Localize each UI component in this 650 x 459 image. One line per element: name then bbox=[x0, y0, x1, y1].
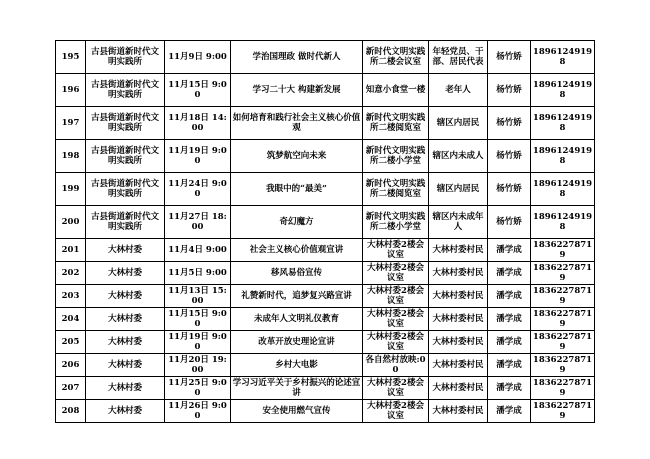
phone-number-cell: 18362278719 bbox=[531, 262, 595, 285]
row-number: 199 bbox=[56, 173, 86, 206]
row-number: 196 bbox=[56, 74, 86, 107]
date-time-cell: 11月9日 9:00 bbox=[165, 41, 231, 74]
venue-cell: 大林村委2楼会议室 bbox=[363, 377, 429, 400]
table-row bbox=[56, 74, 595, 107]
organizer-cell: 大林村委 bbox=[86, 354, 165, 377]
contact-person-cell: 杨竹娇 bbox=[488, 173, 531, 206]
contact-person-cell: 潘学成 bbox=[488, 377, 531, 400]
table-row bbox=[56, 377, 595, 400]
date-time-cell: 11月26日 9:00 bbox=[165, 400, 231, 423]
audience-cell: 辖区内未成年人 bbox=[429, 206, 488, 239]
activity-title-cell: 社会主义核心价值观宣讲 bbox=[231, 239, 363, 262]
table-row bbox=[56, 331, 595, 354]
row-number: 198 bbox=[56, 140, 86, 173]
row-number: 197 bbox=[56, 107, 86, 140]
table-row bbox=[56, 285, 595, 308]
contact-person-cell: 杨竹娇 bbox=[488, 140, 531, 173]
phone-number-cell: 18961249198 bbox=[531, 140, 595, 173]
activity-title-cell: 筑梦航空向未来 bbox=[231, 140, 363, 173]
audience-cell: 年轻党员、干部、居民代表 bbox=[429, 41, 488, 74]
date-time-cell: 11月20日 19:00 bbox=[165, 354, 231, 377]
organizer-cell: 大林村委 bbox=[86, 331, 165, 354]
activity-title-cell: 未成年人文明礼仪教育 bbox=[231, 308, 363, 331]
activity-schedule-table bbox=[55, 40, 595, 423]
phone-number-cell: 18362278719 bbox=[531, 400, 595, 423]
contact-person-cell: 潘学成 bbox=[488, 239, 531, 262]
organizer-cell: 古县街道新时代文明实践所 bbox=[86, 173, 165, 206]
date-time-cell: 11月24日 9:00 bbox=[165, 173, 231, 206]
venue-cell: 知意小食堂一楼 bbox=[363, 74, 429, 107]
date-time-cell: 11月19日 9:00 bbox=[165, 331, 231, 354]
phone-number-cell: 18362278719 bbox=[531, 354, 595, 377]
row-number: 195 bbox=[56, 41, 86, 74]
organizer-cell: 古县街道新时代文明实践所 bbox=[86, 206, 165, 239]
organizer-cell: 大林村委 bbox=[86, 285, 165, 308]
contact-person-cell: 潘学成 bbox=[488, 262, 531, 285]
organizer-cell: 大林村委 bbox=[86, 262, 165, 285]
venue-cell: 大林村委2楼会议室 bbox=[363, 400, 429, 423]
audience-cell: 老年人 bbox=[429, 74, 488, 107]
activity-title-cell: 奇幻魔方 bbox=[231, 206, 363, 239]
row-number: 203 bbox=[56, 285, 86, 308]
date-time-cell: 11月15日 9:00 bbox=[165, 308, 231, 331]
contact-person-cell: 潘学成 bbox=[488, 285, 531, 308]
date-time-cell: 11月5日 9:00 bbox=[165, 262, 231, 285]
phone-number-cell: 18362278719 bbox=[531, 377, 595, 400]
activity-title-cell: 学治国理政 做时代新人 bbox=[231, 41, 363, 74]
audience-cell: 大林村委村民 bbox=[429, 239, 488, 262]
row-number: 207 bbox=[56, 377, 86, 400]
audience-cell: 大林村委村民 bbox=[429, 331, 488, 354]
venue-cell: 大林村委2楼会议室 bbox=[363, 239, 429, 262]
audience-cell: 辖区内居民 bbox=[429, 173, 488, 206]
audience-cell: 辖区内居民 bbox=[429, 107, 488, 140]
activity-title-cell: 学习习近平关于乡村振兴的论述宣讲 bbox=[231, 377, 363, 400]
date-time-cell: 11月25日 9:00 bbox=[165, 377, 231, 400]
audience-cell: 大林村委村民 bbox=[429, 308, 488, 331]
table-row bbox=[56, 206, 595, 239]
date-time-cell: 11月27日 18:00 bbox=[165, 206, 231, 239]
venue-cell: 新时代文明实践所二楼小学堂 bbox=[363, 140, 429, 173]
contact-person-cell: 杨竹娇 bbox=[488, 41, 531, 74]
date-time-cell: 11月19日 9:00 bbox=[165, 140, 231, 173]
date-time-cell: 11月18日 14:00 bbox=[165, 107, 231, 140]
table-row bbox=[56, 262, 595, 285]
date-time-cell: 11月4日 9:00 bbox=[165, 239, 231, 262]
phone-number-cell: 18961249198 bbox=[531, 41, 595, 74]
venue-cell: 大林村委2楼会议室 bbox=[363, 285, 429, 308]
row-number: 208 bbox=[56, 400, 86, 423]
audience-cell: 大林村委村民 bbox=[429, 262, 488, 285]
phone-number-cell: 18362278719 bbox=[531, 331, 595, 354]
date-time-cell: 11月13日 15:00 bbox=[165, 285, 231, 308]
row-number: 200 bbox=[56, 206, 86, 239]
date-time-cell: 11月15日 9:00 bbox=[165, 74, 231, 107]
phone-number-cell: 18961249198 bbox=[531, 107, 595, 140]
audience-cell: 大林村委村民 bbox=[429, 285, 488, 308]
activity-title-cell: 乡村大电影 bbox=[231, 354, 363, 377]
table-row bbox=[56, 41, 595, 74]
row-number: 206 bbox=[56, 354, 86, 377]
phone-number-cell: 18961249198 bbox=[531, 206, 595, 239]
phone-number-cell: 18362278719 bbox=[531, 285, 595, 308]
venue-cell: 各自然村放映:00 bbox=[363, 354, 429, 377]
activity-title-cell: 学习二十大 构建新发展 bbox=[231, 74, 363, 107]
row-number: 201 bbox=[56, 239, 86, 262]
organizer-cell: 古县街道新时代文明实践所 bbox=[86, 74, 165, 107]
organizer-cell: 大林村委 bbox=[86, 400, 165, 423]
activity-title-cell: 改革开放史理论宣讲 bbox=[231, 331, 363, 354]
contact-person-cell: 潘学成 bbox=[488, 354, 531, 377]
contact-person-cell: 潘学成 bbox=[488, 400, 531, 423]
venue-cell: 新时代文明实践所二楼会议室 bbox=[363, 41, 429, 74]
venue-cell: 新时代文明实践所二楼小学堂 bbox=[363, 206, 429, 239]
organizer-cell: 古县街道新时代文明实践所 bbox=[86, 41, 165, 74]
phone-number-cell: 18362278719 bbox=[531, 308, 595, 331]
row-number: 204 bbox=[56, 308, 86, 331]
venue-cell: 新时代文明实践所二楼阅览室 bbox=[363, 107, 429, 140]
venue-cell: 大林村委2楼会议室 bbox=[363, 331, 429, 354]
audience-cell: 辖区内未成人 bbox=[429, 140, 488, 173]
activity-title-cell: 我眼中的“最美” bbox=[231, 173, 363, 206]
phone-number-cell: 18362278719 bbox=[531, 239, 595, 262]
venue-cell: 大林村委2楼会议室 bbox=[363, 262, 429, 285]
organizer-cell: 大林村委 bbox=[86, 239, 165, 262]
audience-cell: 大林村委村民 bbox=[429, 354, 488, 377]
contact-person-cell: 潘学成 bbox=[488, 331, 531, 354]
organizer-cell: 古县街道新时代文明实践所 bbox=[86, 140, 165, 173]
table-row bbox=[56, 354, 595, 377]
audience-cell: 大林村委村民 bbox=[429, 377, 488, 400]
table-row bbox=[56, 173, 595, 206]
contact-person-cell: 杨竹娇 bbox=[488, 206, 531, 239]
contact-person-cell: 杨竹娇 bbox=[488, 74, 531, 107]
table-row bbox=[56, 239, 595, 262]
table-row bbox=[56, 140, 595, 173]
contact-person-cell: 杨竹娇 bbox=[488, 107, 531, 140]
table-row bbox=[56, 400, 595, 423]
organizer-cell: 大林村委 bbox=[86, 308, 165, 331]
phone-number-cell: 18961249198 bbox=[531, 173, 595, 206]
row-number: 205 bbox=[56, 331, 86, 354]
venue-cell: 新时代文明实践所二楼阅览室 bbox=[363, 173, 429, 206]
row-number: 202 bbox=[56, 262, 86, 285]
table-row bbox=[56, 308, 595, 331]
table-row bbox=[56, 107, 595, 140]
activity-title-cell: 移风易俗宣传 bbox=[231, 262, 363, 285]
venue-cell: 大林村委2楼会议室 bbox=[363, 308, 429, 331]
activity-title-cell: 安全使用燃气宣传 bbox=[231, 400, 363, 423]
activity-title-cell: 如何培育和践行社会主义核心价值观 bbox=[231, 107, 363, 140]
organizer-cell: 古县街道新时代文明实践所 bbox=[86, 107, 165, 140]
activity-title-cell: 礼赞新时代，追梦复兴路宣讲 bbox=[231, 285, 363, 308]
table-body bbox=[56, 41, 595, 423]
phone-number-cell: 18961249198 bbox=[531, 74, 595, 107]
audience-cell: 大林村委村民 bbox=[429, 400, 488, 423]
contact-person-cell: 潘学成 bbox=[488, 308, 531, 331]
organizer-cell: 大林村委 bbox=[86, 377, 165, 400]
